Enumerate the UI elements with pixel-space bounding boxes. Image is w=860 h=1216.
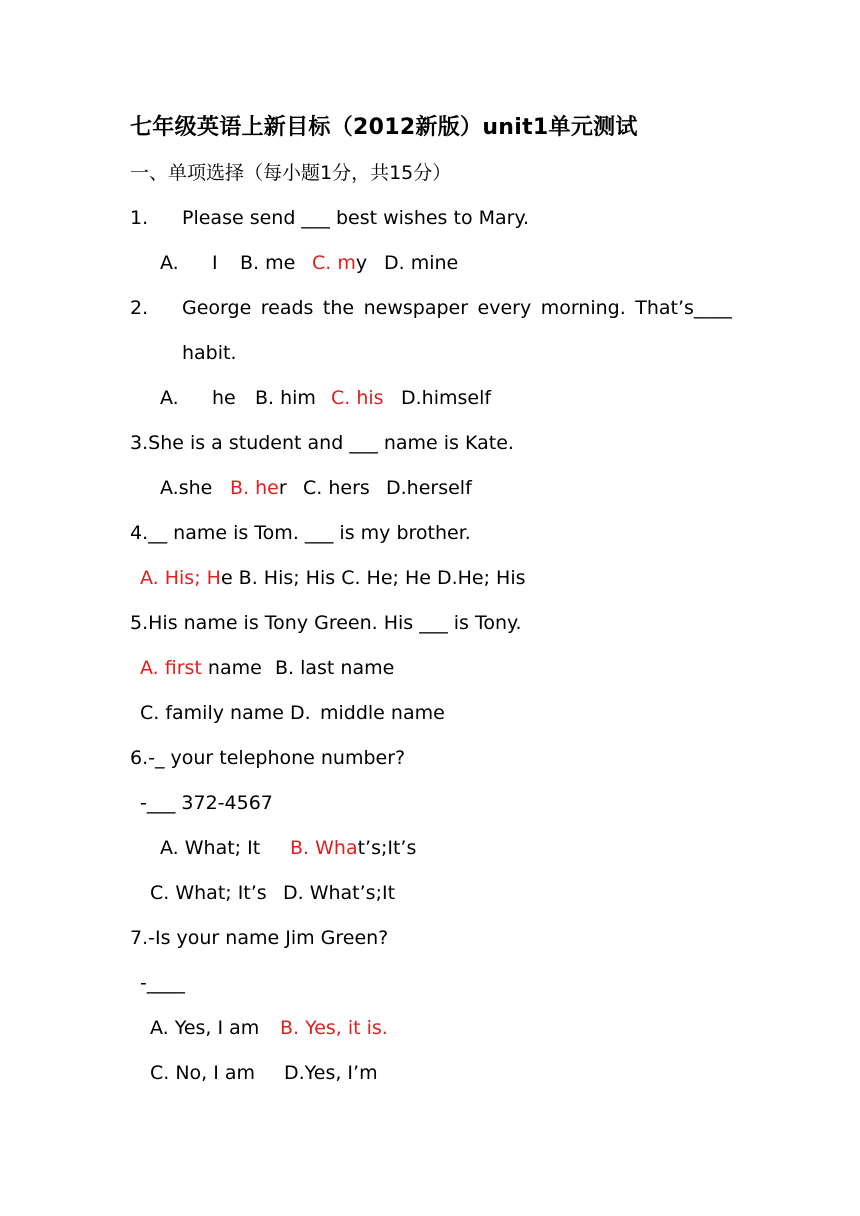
answer-highlight: B. he xyxy=(230,477,279,499)
q6-option-c: C. What; It’s xyxy=(150,882,267,904)
question-3-text: 3.She is a student and ___ name is Kate. xyxy=(130,432,514,454)
q3-option-a: A.she xyxy=(160,477,213,499)
q6-option-d: D. What’s;It xyxy=(283,882,396,904)
q2-option-d: D.himself xyxy=(401,387,492,409)
answer-highlight: C. m xyxy=(312,252,356,274)
q2-option-c: C. his xyxy=(331,387,384,409)
q5-option-c: C. family name D. xyxy=(140,702,311,724)
q3-option-d: D.herself xyxy=(386,477,472,499)
q5-option-b: B. last name xyxy=(275,657,395,679)
q7-option-d: D.Yes, I’m xyxy=(284,1062,378,1084)
q7-option-c: C. No, I am xyxy=(150,1062,256,1084)
q2-option-b: B. him xyxy=(255,387,316,409)
q1-option-d: D. mine xyxy=(384,252,459,274)
answer-highlight: A. first xyxy=(140,657,202,679)
q1-option-a: A. xyxy=(160,252,179,274)
question-4-text: 4.__ name is Tom. ___ is my brother. xyxy=(130,522,471,544)
q2-option-a: A. xyxy=(160,387,179,409)
q2-option-a-text: he xyxy=(212,387,236,409)
q4-options: A. His; He B. His; His C. He; He D.He; His xyxy=(140,567,526,589)
answer-highlight: A. His; H xyxy=(140,567,221,589)
question-7-reply: -____ xyxy=(140,972,185,994)
q7-option-b: B. Yes, it is. xyxy=(280,1017,388,1039)
question-2-text-continued: habit. xyxy=(182,342,237,364)
q6-option-b: B. What’s;It’s xyxy=(290,837,417,859)
question-2-number: 2. xyxy=(130,297,149,319)
q7-option-a: A. Yes, I am xyxy=(150,1017,260,1039)
q1-option-c: C. my xyxy=(312,252,368,274)
question-7-text: 7.-Is your name Jim Green? xyxy=(130,927,389,949)
q1-option-a-text: I xyxy=(212,252,218,274)
question-6-text: 6.-_ your telephone number? xyxy=(130,747,406,769)
q5-option-a: A. first name xyxy=(140,657,262,679)
section-heading: 一、单项选择（每小题1分，共15分） xyxy=(130,162,452,184)
q6-option-a: A. What; It xyxy=(160,837,261,859)
q3-option-c: C. hers xyxy=(303,477,370,499)
q1-option-b: B. me xyxy=(240,252,296,274)
page-title: 七年级英语上新目标（2012新版）unit1单元测试 xyxy=(130,115,638,140)
q5-option-d: middle name xyxy=(320,702,445,724)
q3-option-b: B. her xyxy=(230,477,287,499)
question-6-reply: -___ 372-4567 xyxy=(140,792,273,814)
question-1-text: Please send ___ best wishes to Mary. xyxy=(182,207,530,229)
question-5-text: 5.His name is Tony Green. His ___ is Tony. xyxy=(130,612,522,634)
question-1-number: 1. xyxy=(130,207,149,229)
answer-highlight: B. Wha xyxy=(290,837,358,859)
question-2-text: George reads the newspaper every morning. That’s____ xyxy=(182,297,732,319)
